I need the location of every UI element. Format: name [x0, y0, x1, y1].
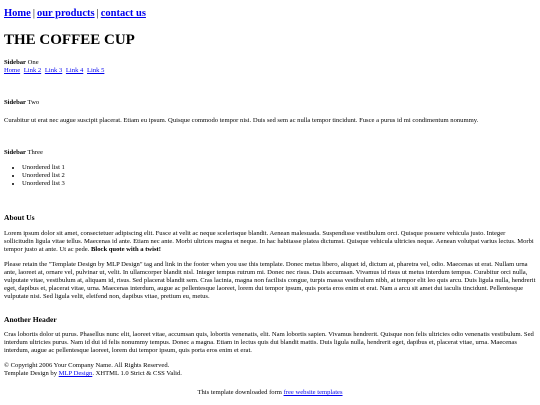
nav-link-contact-us[interactable]: contact us [100, 8, 146, 19]
footer-design-suffix: . XHTML 1.0 Strict & CSS Valid. [92, 370, 182, 378]
sidebar-one-heading-rest: One [25, 59, 39, 67]
footer-copyright: © Copyright 2006 Your Company Name. All Rights Reserved. [4, 362, 170, 370]
about-paragraph-2: Please retain the "Template Design by MLP Design" tag and link in the footer when you use this template. Donec metus libero, aliquet id, dictum at, pharetra vel, odio. Maecenas ut erat. Nullam urna ante, laoreet at, ornare vel, pulvinar ut, velit. In ullamcorper blandit nisl. Integer tempus rutrum mi. Donec nec risus. Duis accumsan. Vivamus id risus ut metus interdum tempus. Curabitur orci nulla, vulputate vitae, vestibulum at, aliquam id, risus. Sed placerat blandit sem. Cras lacinia, magna non facilisis congue, turpis massa vestibulum nibh, at tempor elit leo quis arcu. Duis ligula nulla, hendrerit eget, dapibus et, placerat vitae, urna. Maecenas interdum, augue ac pellentesque laoreet, lorem dui tempor ipsum, quis porta eros enim et erat. Nam a arcu sit amet dui iaculis tincidunt. Pellentesque vulputate nisi. Sed ligula velit, eleifend non, dapibus vitae, pretium eu, metus. [4, 260, 536, 300]
sidebar-one-heading-bold: Sidebar [4, 59, 26, 67]
about-paragraph-1 [4, 230, 536, 254]
nav-separator: | [96, 8, 99, 19]
sidebar-two-heading-rest: Two [25, 99, 40, 107]
sidebar-link-4[interactable]: Link 4 [65, 67, 84, 75]
nav-link-our-products[interactable]: our products [36, 8, 95, 19]
sidebar-link-3[interactable]: Link 3 [44, 67, 63, 75]
another-paragraph: Cras lobortis dolor ut purus. Phasellus nunc elit, laoreet vitae, accumsan quis, lobortis venenatis, elit. Nam lobortis sapien. Vivamus hendrerit. Quisque non felis ultricies odio venenatis vestibulum. Sed interdum ultricies purus. Nam id dui id felis nonummy tempus. Donec a magna. Etiam in lectus quis dui blandit mattis. Duis ligula nulla, hendrerit eget, dapibus et, placerat vitae, urna. Maecenas interdum, augue ac pellentesque laoreet, lorem dui tempor ipsum, quis porta eros enim et erat. [4, 331, 534, 355]
footer-design-prefix: Template Design by [4, 370, 59, 378]
nav-link-home[interactable]: Home [4, 8, 31, 19]
sidebar-one [4, 59, 536, 75]
sidebar-two [4, 99, 536, 125]
sidebar-unordered-list [4, 164, 536, 188]
sidebar-three [4, 149, 536, 188]
about-paragraph-1-text: Lorem ipsum dolor sit amet, consectetuer adipiscing elit. Fusce at velit ac neque scelerisque blandit. Aenean malesuada. Suspendisse vestibulum orci. Quisque posuere vehicula justo. Integer sollicitudin ligula vitae tellus. Maecenas id ante. Etiam nec ante. Morbi ultrices magna et neque. In hac habitasse platea dictumst. Quisque vehicula ultricies neque. Aenean volutpat varius lectus. Morbi tempor justo at ante. Ut ac pede. [4, 229, 534, 253]
sidebar-two-text: Curabitur ut erat nec augue suscipit placerat. Etiam eu ipsum. Quisque commodo tempor nisi. Duis sed sem ac nulla tempor tincidunt. Fusce a purus id mi condimentum nonummy. [4, 117, 479, 125]
list-item: • Unordered list 1 [22, 164, 536, 172]
sidebar-two-heading [4, 99, 536, 107]
sidebar-two-heading-bold: Sidebar [4, 99, 26, 107]
sidebar-one-heading [4, 59, 536, 67]
credit-prefix: This template downloaded form [197, 389, 284, 397]
free-website-templates-link[interactable]: free website templates [283, 389, 343, 397]
another-header-heading: Another Header [4, 314, 57, 324]
template-credit [4, 389, 536, 397]
sidebar-link-5[interactable]: Link 5 [86, 67, 105, 75]
about-us-heading: About Us [4, 213, 35, 223]
nav-separator: | [32, 8, 35, 19]
sidebar-three-heading-rest: Three [25, 149, 43, 157]
sidebar-three-heading-bold: Sidebar [4, 149, 26, 157]
mlp-design-link[interactable]: MLP Design [58, 370, 93, 378]
sidebar-link-2[interactable]: Link 2 [23, 67, 42, 75]
sidebar-one-links [4, 67, 536, 75]
footer [4, 362, 536, 378]
site-title: THE COFFEE CUP [4, 31, 135, 48]
top-navigation [4, 8, 536, 21]
footer-design-line [4, 370, 536, 378]
list-item: • Unordered list 2 [22, 172, 536, 180]
sidebar-three-heading [4, 149, 536, 157]
block-quote-bold: Block quote with a twist! [90, 245, 161, 253]
sidebar-link-home[interactable]: Home [4, 67, 21, 75]
list-item: • Unordered list 3 [22, 180, 536, 188]
